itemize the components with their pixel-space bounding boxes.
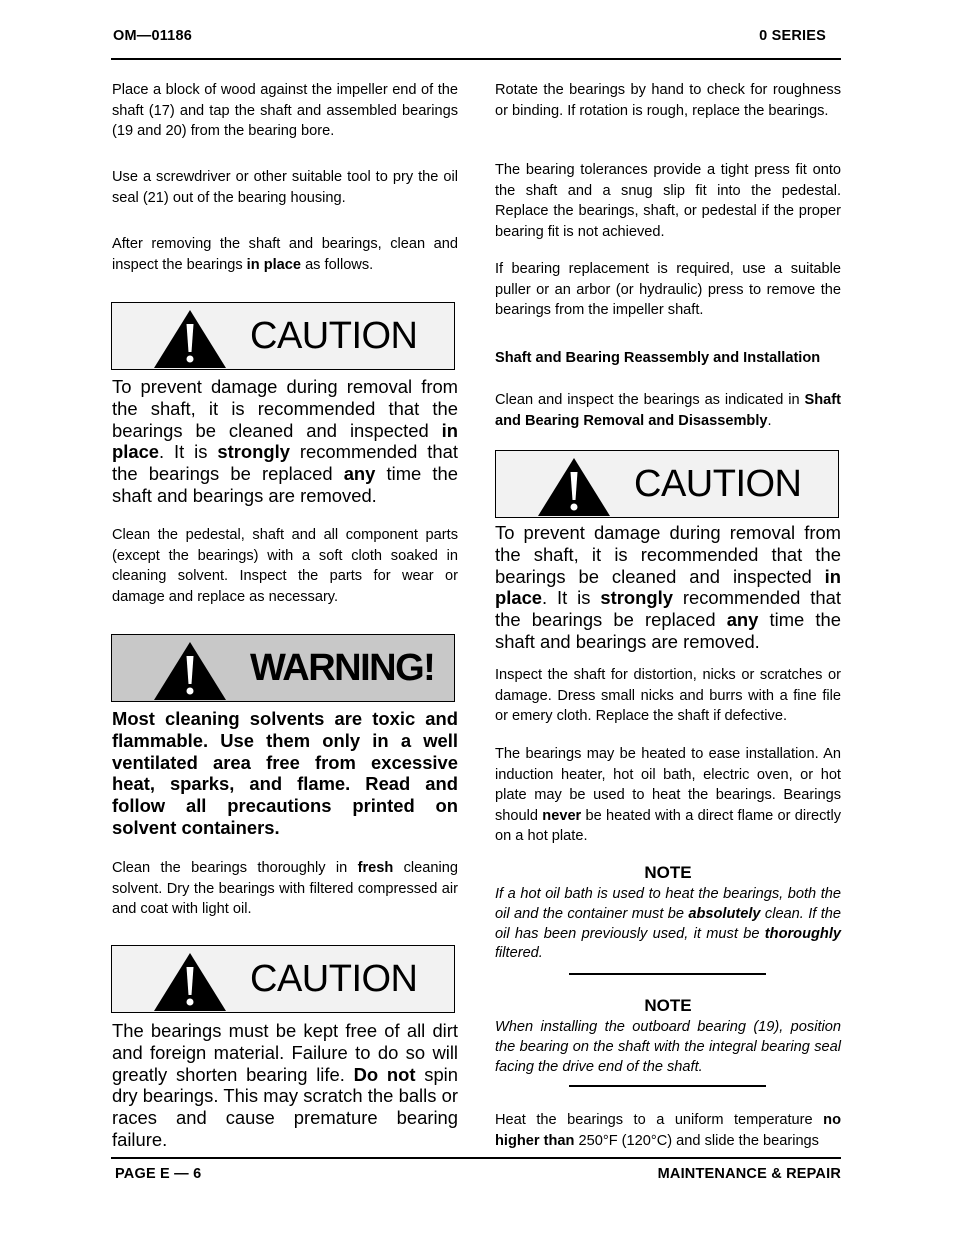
warning-label: WARNING!	[250, 647, 435, 689]
document-code: OM—01186	[113, 28, 192, 44]
paragraph-heat-bearings: The bearings may be heated to ease installation. An induction heater, hot oil bath, electric oven, or hot plate may be used to heat the bearings. Bearings should never be heated with a direct flame or directly on a hot plate.	[495, 746, 842, 845]
caution-banner	[111, 302, 455, 370]
note-heading: NOTE	[644, 863, 692, 882]
paragraph-clean-inspect: After removing the shaft and bearings, clean and inspect the bearings in place as follows.	[112, 236, 458, 273]
caution-label: CAUTION	[634, 463, 802, 505]
warning-triangle-icon	[152, 308, 228, 370]
warning-triangle-icon	[152, 640, 228, 702]
page-number: PAGE E — 6	[115, 1166, 202, 1182]
warning-triangle-icon	[152, 951, 228, 1013]
paragraph-replacement: If bearing replacement is required, use a suitable puller or an arbor (or hydraulic) press to remove the bearings from the impeller shaft.	[495, 261, 841, 319]
paragraph-oil-seal: Use a screwdriver or other suitable tool to pry the oil seal (21) out of the bearing housing.	[112, 169, 458, 206]
caution-text: To prevent damage during removal from the shaft, it is recommended that the bearings be cleaned and inspected in place. It is strongly recommended that the bearings be replaced any time the shaft and bearings are removed.	[112, 376, 458, 506]
section-heading: Shaft and Bearing Reassembly and Installation	[495, 350, 821, 366]
footer-rule	[111, 1157, 841, 1159]
paragraph-heat-temperature: Heat the bearings to a uniform temperature no higher than 250°F (120°C) and slide the bearings	[495, 1112, 841, 1149]
paragraph-clean-bearings: Clean the bearings thoroughly in fresh cleaning solvent. Dry the bearings with filtered compressed air and coat with light oil.	[112, 860, 458, 918]
note-text: When installing the outboard bearing (19), position the bearing on the shaft with the integral bearing seal facing the drive end of the shaft.	[495, 1019, 841, 1075]
series-label: 0 SERIES	[759, 28, 826, 44]
paragraph-clean-pedestal: Clean the pedestal, shaft and all component parts (except the bearings) with a soft cloth soaked in cleaning solvent. Inspect the parts for wear or damage and replace as necessary.	[112, 527, 458, 605]
paragraph-remove-shaft: Place a block of wood against the impeller end of the shaft (17) and tap the shaft and assembled bearings (19 and 20) from the bearing bore.	[112, 82, 458, 140]
caution-banner	[111, 945, 455, 1013]
paragraph-rotate-bearings: Rotate the bearings by hand to check for roughness or binding. If rotation is rough, replace the bearings.	[495, 82, 841, 119]
paragraph-inspect-shaft: Inspect the shaft for distortion, nicks or scratches or damage. Dress small nicks and burrs with a fine file or emery cloth. Replace the shaft if defective.	[495, 667, 841, 725]
header-rule	[111, 58, 841, 60]
caution-text: To prevent damage during removal from the shaft, it is recommended that the bearings be cleaned and inspected in place. It is strongly recommended that the bearings be replaced any time the shaft and bearings are removed.	[495, 522, 841, 652]
caution-label: CAUTION	[250, 315, 418, 357]
note-divider	[569, 1085, 766, 1087]
warning-banner	[111, 634, 455, 702]
caution-banner	[495, 450, 839, 518]
caution-label: CAUTION	[250, 958, 418, 1000]
warning-triangle-icon	[536, 456, 612, 518]
note-divider	[569, 973, 766, 975]
note-heading: NOTE	[644, 996, 692, 1015]
paragraph-clean-reassembly: Clean and inspect the bearings as indicated in Shaft and Bearing Removal and Disassembly.	[495, 392, 841, 429]
paragraph-tolerances: The bearing tolerances provide a tight press fit onto the shaft and a snug slip fit into the pedestal. Replace the bearings, shaft, or pedestal if the proper bearing fit is not achieved.	[495, 162, 841, 240]
note-text: If a hot oil bath is used to heat the bearings, both the oil and the container must be absolutely clean. If the oil has been previously used, it must be thoroughly filtered.	[495, 886, 841, 962]
caution-text: The bearings must be kept free of all dirt and foreign material. Failure to do so will greatly shorten bearing life. Do not spin dry bearings. This may scratch the balls or races and cause premature bearing failure.	[112, 1020, 458, 1150]
warning-text: Most cleaning solvents are toxic and flammable. Use them only in a well ventilated area free from excessive heat, sparks, and flame. Read and follow all precautions printed on solvent containers.	[112, 708, 458, 838]
section-name: MAINTENANCE & REPAIR	[657, 1166, 841, 1182]
